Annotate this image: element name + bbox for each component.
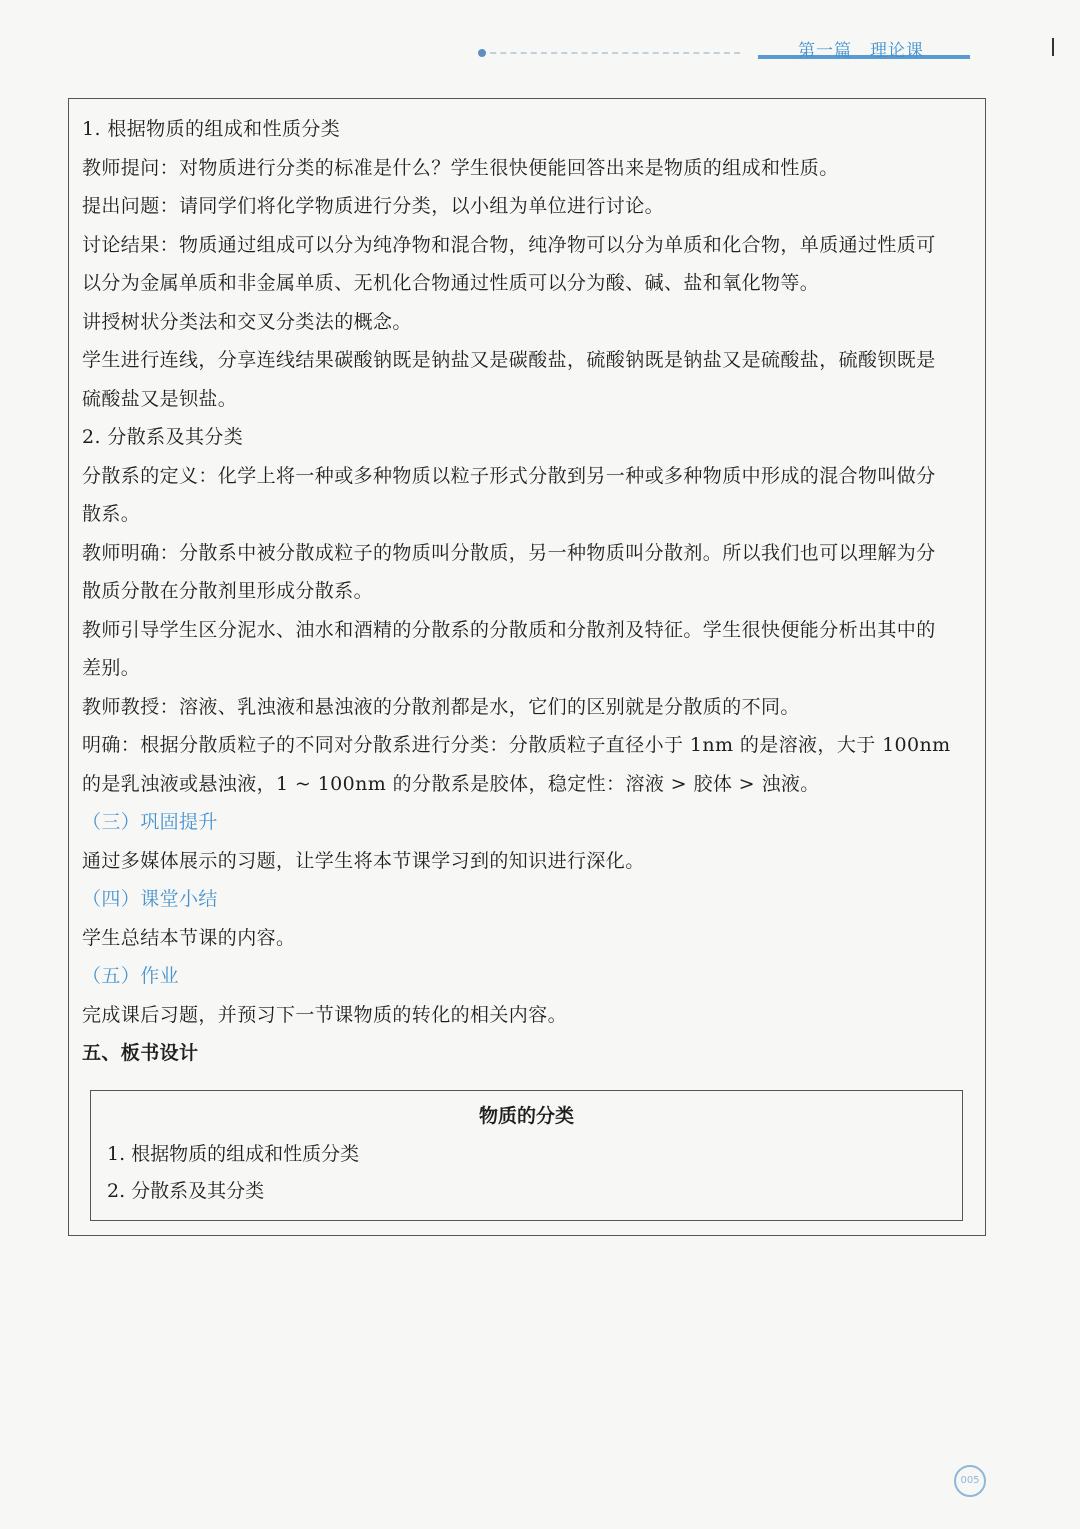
board-item-2: 2. 分散系及其分类 bbox=[107, 1180, 265, 1202]
text-line: 1. 根据物质的组成和性质分类 bbox=[82, 118, 341, 140]
text-line: 散系。 bbox=[82, 503, 141, 525]
text-line: 以分为金属单质和非金属单质、无机化合物通过性质可以分为酸、碱、盐和氧化物等。 bbox=[82, 272, 820, 294]
text-line: 完成课后习题，并预习下一节课物质的转化的相关内容。 bbox=[82, 1003, 568, 1026]
board-item-1: 1. 根据物质的组成和性质分类 bbox=[107, 1143, 360, 1165]
text-line: 教师引导学生区分泥水、油水和酒精的分散系的分散质和分散剂及特征。学生很快便能分析出其中的 bbox=[82, 618, 936, 641]
section-heading: （三）巩固提升 bbox=[82, 811, 218, 833]
page-edge-mark bbox=[1052, 38, 1054, 56]
text-line: 教师教授：溶液、乳浊液和悬浊液的分散剂都是水，它们的区别就是分散质的不同。 bbox=[82, 695, 800, 718]
text-line: 学生总结本节课的内容。 bbox=[82, 926, 296, 949]
section-heading: （四）课堂小结 bbox=[82, 888, 218, 910]
board-title: 物质的分类 bbox=[478, 1105, 574, 1127]
text-line: 差别。 bbox=[82, 657, 141, 679]
header-dot bbox=[478, 49, 486, 57]
text-line: 的是乳浊液或悬浊液，1 ~ 100nm 的分散系是胶体，稳定性：溶液 > 胶体 > 浊液。 bbox=[82, 772, 820, 795]
text-line: 讲授树状分类法和交叉分类法的概念。 bbox=[82, 310, 412, 333]
header-section: 理论课 bbox=[870, 41, 924, 61]
text-line: 教师提问：对物质进行分类的标准是什么？学生很快便能回答出来是物质的组成和性质。 bbox=[82, 156, 839, 179]
header-part: 第一篇 bbox=[798, 41, 852, 61]
text-line: 学生进行连线，分享连线结果碳酸钠既是钠盐又是碳酸盐，硫酸钠既是钠盐又是硫酸盐，硫酸钡既是 bbox=[82, 349, 936, 371]
text-line: 散质分散在分散剂里形成分散系。 bbox=[82, 580, 374, 602]
text-line: 教师明确：分散系中被分散成粒子的物质叫分散质，另一种物质叫分散剂。所以我们也可以理解为分 bbox=[82, 541, 936, 564]
page-number: 005 bbox=[954, 1465, 986, 1497]
section-heading: （五）作业 bbox=[82, 965, 180, 987]
text-line: 硫酸盐又是钡盐。 bbox=[82, 387, 238, 410]
header-dashes bbox=[480, 52, 740, 56]
lesson-body bbox=[82, 110, 967, 1073]
text-line: 讨论结果：物质通过组成可以分为纯净物和混合物，纯净物可以分为单质和化合物，单质通过性质可 bbox=[82, 233, 936, 256]
running-header bbox=[798, 36, 942, 61]
text-line: 2. 分散系及其分类 bbox=[82, 426, 244, 448]
text-line: 明确：根据分散质粒子的不同对分散系进行分类：分散质粒子直径小于 1nm 的是溶液，大于 100nm bbox=[82, 734, 951, 756]
text-line: 提出问题：请同学们将化学物质进行分类，以小组为单位进行讨论。 bbox=[82, 195, 665, 217]
chapter-heading: 五、板书设计 bbox=[82, 1042, 199, 1064]
blackboard-design-box bbox=[90, 1090, 963, 1221]
text-line: 分散系的定义：化学上将一种或多种物质以粒子形式分散到另一种或多种物质中形成的混合物叫做分 bbox=[82, 464, 936, 487]
text-line: 通过多媒体展示的习题，让学生将本节课学习到的知识进行深化。 bbox=[82, 849, 645, 872]
